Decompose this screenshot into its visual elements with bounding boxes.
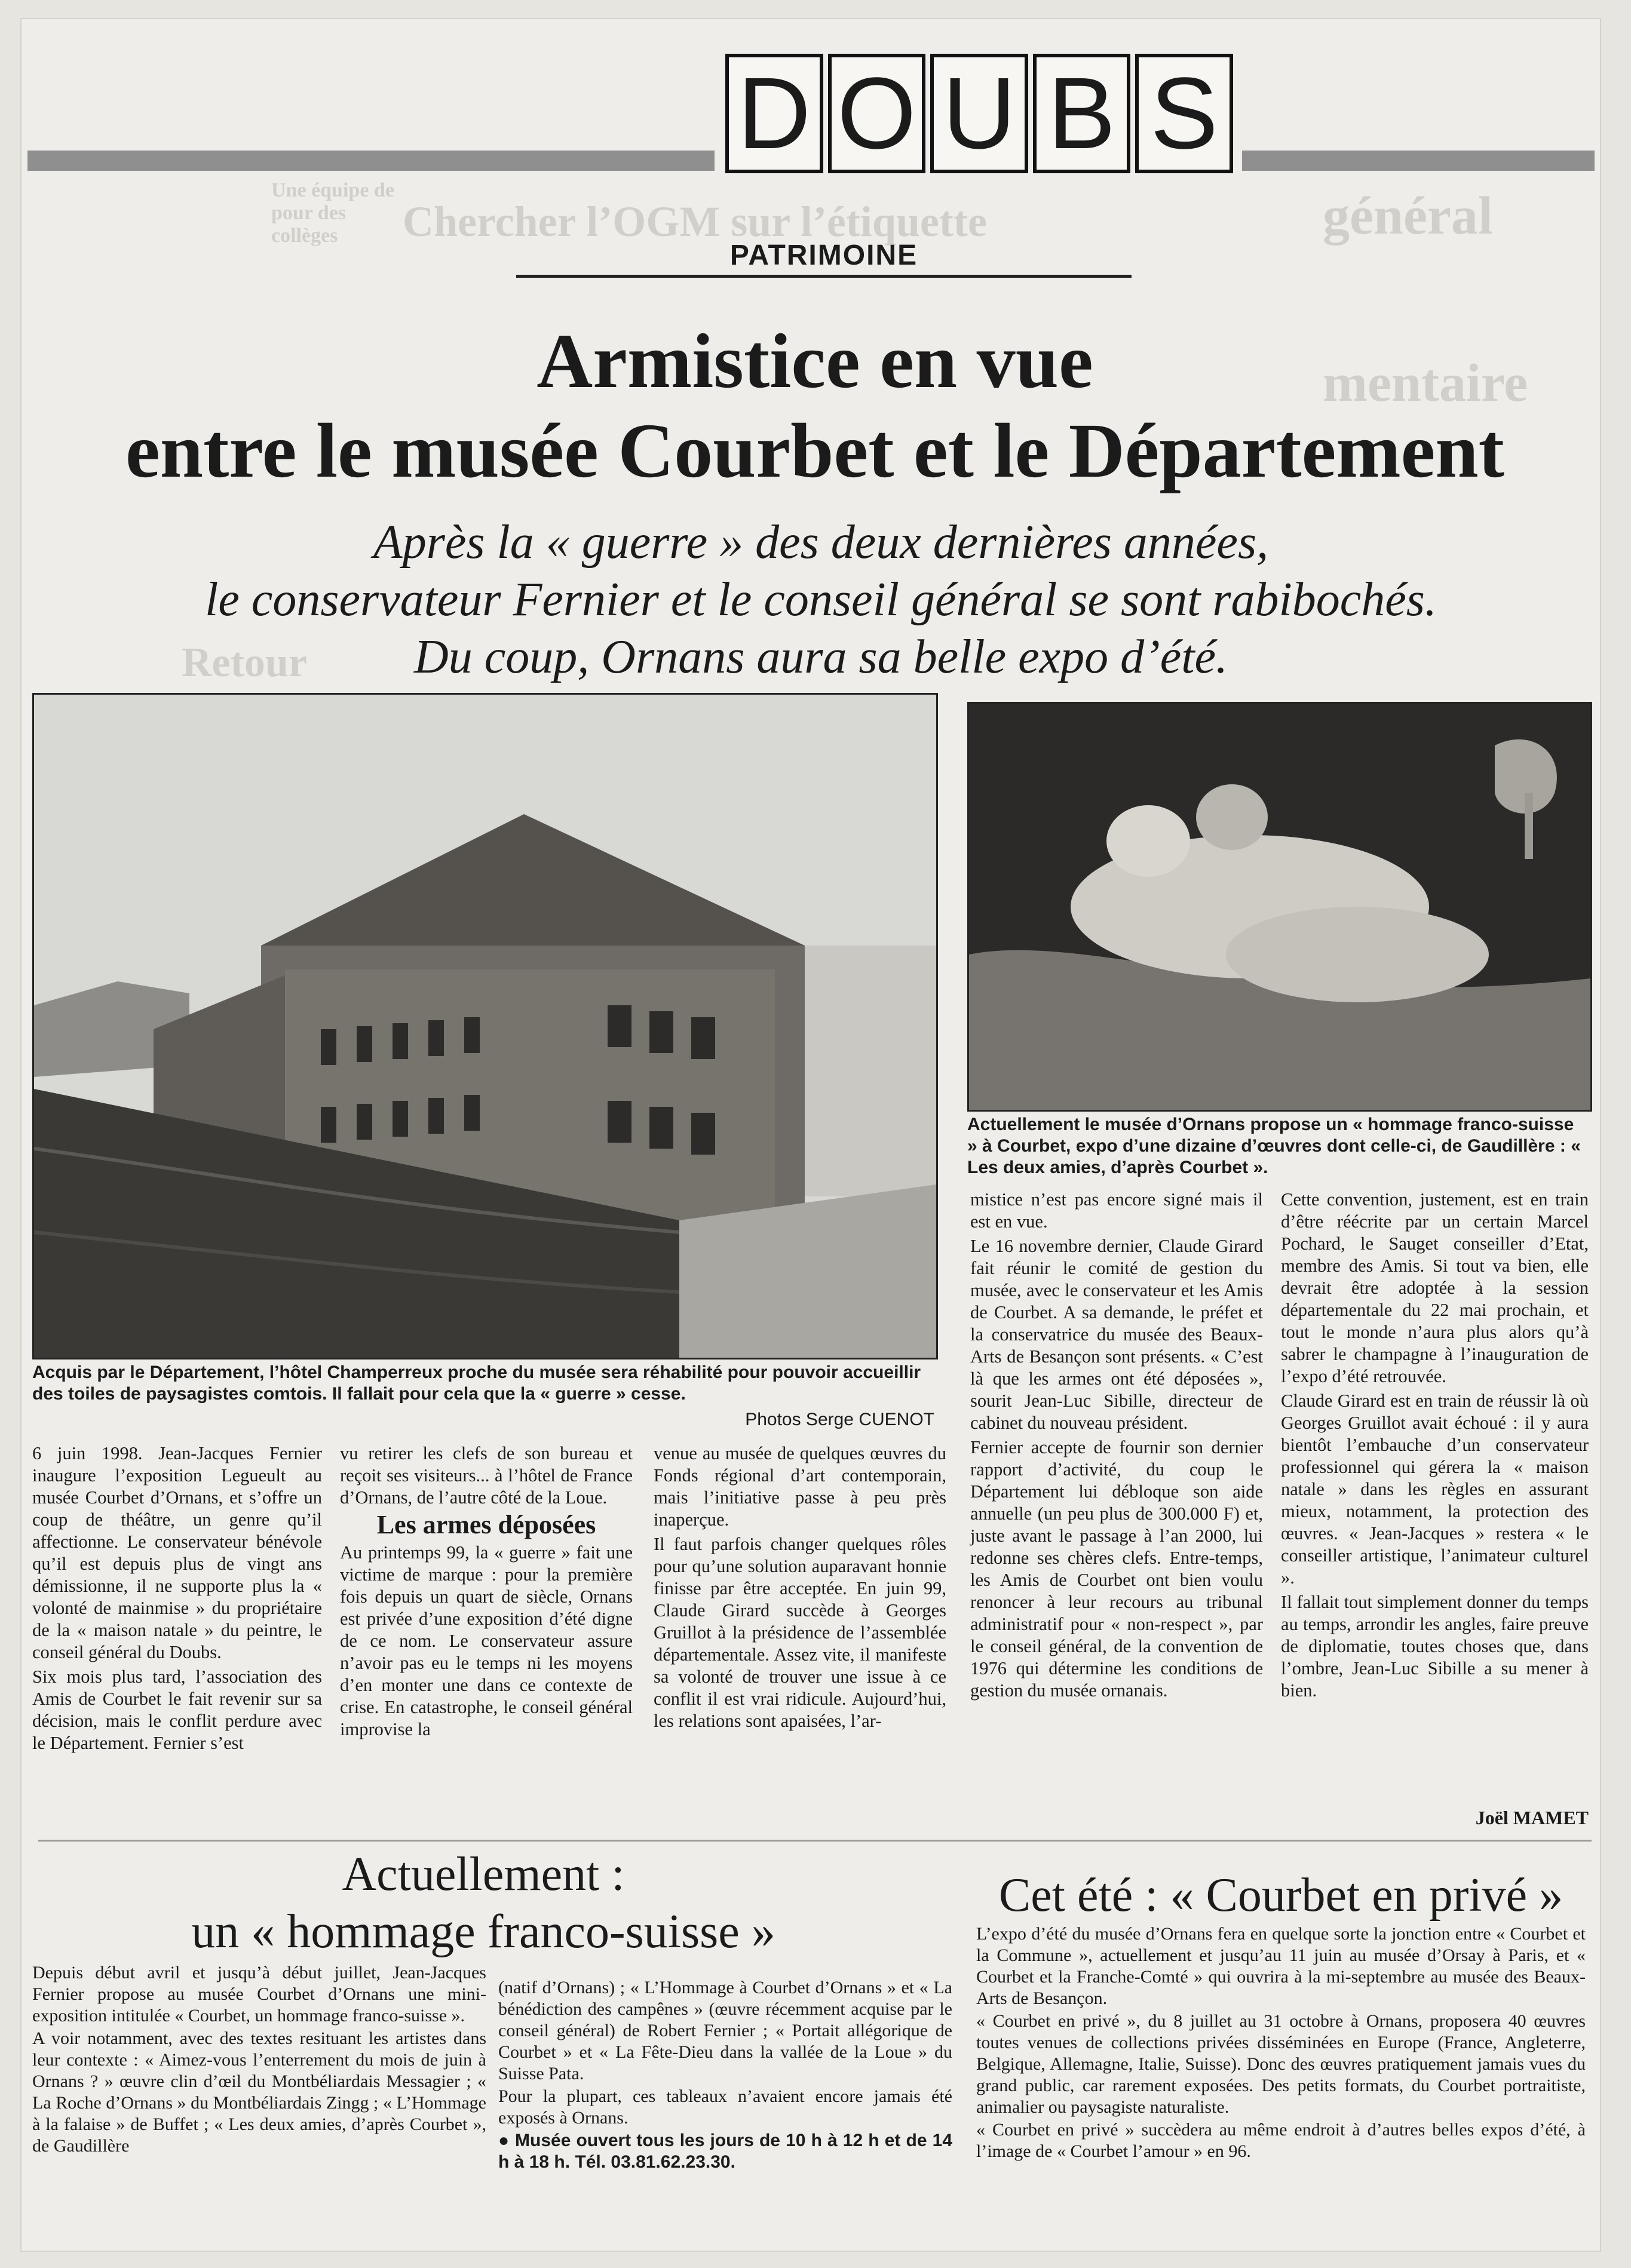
paragraph: Il fallait tout simplement donner du temps au temps, arrondir les angles, faire preuve de diplomatie, toutes choses que, dans l’ombre, Jean-Luc Sibille a su mener à bien. [1281, 1592, 1589, 1701]
headline-line: entre le musée Courbet et le Département [125, 408, 1504, 494]
photo-painting-deux-amies [967, 702, 1592, 1112]
museum-hours: ● Musée ouvert tous les jours de 10 h à 12 h et de 14 h à 18 h. Tél. 03.81.62.23.30. [498, 2131, 952, 2172]
article-column [1281, 1189, 1589, 1704]
paragraph: Au printemps 99, la « guerre » fait une victime de marque : pour la première fois depuis un quart de siècle, Ornans est privée d’une exposition d’été digne de ce nom. Le conservateur assure n’avoir pas eu le temps ni les moyens d’en monter une dans ce contexte de crise. En catastrophe, le conseil général improvise la [340, 1542, 633, 1739]
paragraph: venue au musée de quelques œuvres du Fonds régional d’art contemporain, mais l’initiative passe à peu près inaperçue. [654, 1443, 946, 1530]
department-letter: D [725, 54, 823, 173]
paragraph: Il faut parfois changer quelques rôles pour qu’une solution auparavant honnie finisse par être acceptée. En juin 99, Claude Girard succède à Georges Gruillot à la présidence de l’assemblée départementale. Assez vite, il manifeste sa volonté de trouver une issue à ce conflit il est vrai ridicule. Aujourd’hui, les relations sont apaisées, l’ar- [654, 1534, 946, 1731]
paragraph: Claude Girard est en train de réussir là où Georges Gruillot avait échoué : il y aura bientôt l’embauche d’un conservateur professionnel qui gérera la « maison natale » dans les règles en assurant mieux, notamment, la protection des œuvres. « Jean-Jacques » restera « le conseiller artistique, l’animateur culturel ». [1281, 1391, 1589, 1588]
deck [56, 514, 1586, 686]
photo-hotel-champerreux [32, 693, 938, 1359]
headline [44, 317, 1586, 496]
headline-line: Armistice en vue [536, 318, 1093, 404]
department-letter: O [828, 54, 926, 173]
department-letter: B [1033, 54, 1131, 173]
subheading: Les armes déposées [376, 1510, 596, 1539]
header-rule-left [27, 151, 715, 171]
box-title [56, 1846, 910, 1960]
deck-line: le conservateur Fernier et le conseil général se sont rabibochés. [205, 573, 1437, 626]
article-column [32, 1443, 322, 1757]
photo-caption: Acquis par le Département, l’hôtel Champerreux proche du musée sera réhabilité pour pouvoir accueillir des toiles de paysagistes comtois. Il fallait pour cela que la « guerre » cesse. [32, 1362, 921, 1404]
paragraph: mistice n’est pas encore signé mais il est en vue. [970, 1189, 1263, 1232]
paragraph: Six mois plus tard, l’association des Amis de Courbet le fait revenir sur sa décision, mais le conflit perdure avec le Département. Fernier s’est [32, 1667, 322, 1753]
bleed-through-text: Chercher l’OGM sur l’étiquette [403, 198, 987, 245]
box-divider [38, 1840, 1592, 1842]
article-column [654, 1443, 946, 1735]
painting-illustration [969, 704, 1590, 1110]
paragraph: A voir notamment, avec des textes resituant les artistes dans leur contexte : « Aimez-vous l’enterrement du mois de juin à Ornans ? » œuvre clin d’œil du Montbéliardais Messagier ; « La Roche d’Ornans » du Montbéliardais Zingg ; « L’Hommage à la falaise » de Buffet ; « Les deux amies, d’après Courbet », de Gaudillère [32, 2028, 486, 2156]
paragraph: Le 16 novembre dernier, Claude Girard fait réunir le comité de gestion du musée, avec le conservateur et les Amis de Courbet. A sa demande, le préfet et la conservatrice du musée des Beaux-Arts de Besançon sont présents. « C’est là que les armes ont été déposées », sourit Jean-Luc Sibille, directeur de cabinet du nouveau président. [970, 1236, 1263, 1433]
department-title [725, 54, 1233, 173]
paragraph: L’expo d’été du musée d’Ornans fera en quelque sorte la jonction entre « Courbet et la Commune », actuellement et jusqu’au 11 juin au musée d’Orsay à Paris, et « Courbet et la Franche-Comté » qui ouvrira à la mi-septembre au musée des Beaux-Arts de Besançon. [976, 1924, 1586, 2008]
box-title-line: un « hommage franco-suisse » [191, 1905, 775, 1958]
paragraph: Cette convention, justement, est en train d’être réécrite par un certain Marcel Pochard, le Sauget conseiller d’Etat, membre des Amis. Si tout va bien, elle devrait être adoptée à la session départementale du 22 mai prochain, et tout le monde n’aura plus alors qu’à sabrer le champagne à l’inauguration de l’expo d’été retrouvée. [1281, 1189, 1589, 1386]
bleed-through-text: général [1323, 186, 1493, 245]
bleed-through-text: Une équipe de pour des collèges [271, 179, 394, 247]
department-letter: S [1135, 54, 1233, 173]
paragraph: Fernier accepte de fournir son dernier rapport d’activité, du coup le Département lui débloque son aide annuelle (un peu plus de 300.000 F) et, juste avant le passage à l’an 2000, lui redonne ses chères clefs. Entre-temps, les Amis de Courbet ont bien voulu renoncer à leur recours au tribunal administratif pour « non-respect », par le conseil général, de la convention de 1976 qui détermine les conditions de gestion du musée ornanais. [970, 1437, 1263, 1701]
author-signature: Joël MAMET [1475, 1807, 1589, 1828]
department-letter: U [930, 54, 1028, 173]
paragraph: (natif d’Ornans) ; « L’Hommage à Courbet d’Ornans » et « La bénédiction des campênes » (œuvre récemment acquise par le conseil général) de Robert Fernier ; « Portait allégorique de Courbet » et « La Fête-Dieu dans la vallée de la Loue » du Suisse Pata. [498, 1978, 952, 2083]
section-label: PATRIMOINE [729, 240, 918, 271]
article-column [970, 1189, 1263, 1704]
box-column [32, 1962, 486, 2158]
box-title: Cet été : « Courbet en privé » [998, 1869, 1563, 1922]
paragraph: « Courbet en privé », du 8 juillet au 31 octobre à Ornans, proposera 40 œuvres toutes venues de collections privées disséminées en Europe (France, Angleterre, Belgique, Allemagne, Italie, Suisse). Donc des œuvres pratiquement jamais vues du grand public, car rarement exposées. Des petits formats, du Courbet portraitiste, animalier ou paysagiste naturaliste. [976, 2011, 1586, 2117]
paragraph: Depuis début avril et jusqu’à début juillet, Jean-Jacques Fernier propose au musée Courbet d’Ornans une mini-exposition intitulée « Courbet, un hommage franco-suisse ». [32, 1963, 486, 2025]
bleed-through-text: mentaire [1323, 354, 1528, 413]
paragraph: 6 juin 1998. Jean-Jacques Fernier inaugure l’exposition Legueult au musée Courbet d’Ornans, et s’offre un coup de théâtre, un genre qu’il affectionne. Le conservateur bénévole qu’il est depuis plus de vingt ans démissionne, il ne supporte plus la « volonté de mainmise » du propriétaire de la « maison natale » du peintre, le conseil général du Doubs. [32, 1443, 322, 1662]
newspaper-page [20, 18, 1601, 2252]
header-rule-right [1242, 151, 1595, 171]
photo-credit: Photos Serge CUENOT [745, 1410, 934, 1429]
paragraph: Pour la plupart, ces tableaux n’avaient encore jamais été exposés à Ornans. [498, 2086, 952, 2128]
deck-line: Après la « guerre » des deux dernières années, [373, 516, 1269, 569]
bleed-through-text: Retour [182, 640, 306, 686]
section-rule [516, 275, 1132, 278]
building-illustration [34, 695, 936, 1358]
paragraph: « Courbet en privé » succèdera au même endroit à d’autres belles expos d’été, à l’image de « Courbet l’amour » en 96. [976, 2120, 1586, 2161]
deck-line: Du coup, Ornans aura sa belle expo d’été. [414, 631, 1228, 683]
box-column [976, 1923, 1586, 2163]
paragraph: vu retirer les clefs de son bureau et reçoit ses visiteurs... à l’hôtel de France d’Ornans, de l’autre côté de la Loue. [340, 1443, 633, 1508]
article-column [340, 1443, 633, 1743]
box-column [498, 1977, 952, 2174]
box-title-line: Actuellement : [342, 1848, 625, 1901]
photo-caption: Actuellement le musée d’Ornans propose un « hommage franco-suisse » à Courbet, expo d’une dizaine d’œuvres dont celle-ci, de Gaudillère : « Les deux amies, d’après Courbet ». [967, 1115, 1581, 1177]
